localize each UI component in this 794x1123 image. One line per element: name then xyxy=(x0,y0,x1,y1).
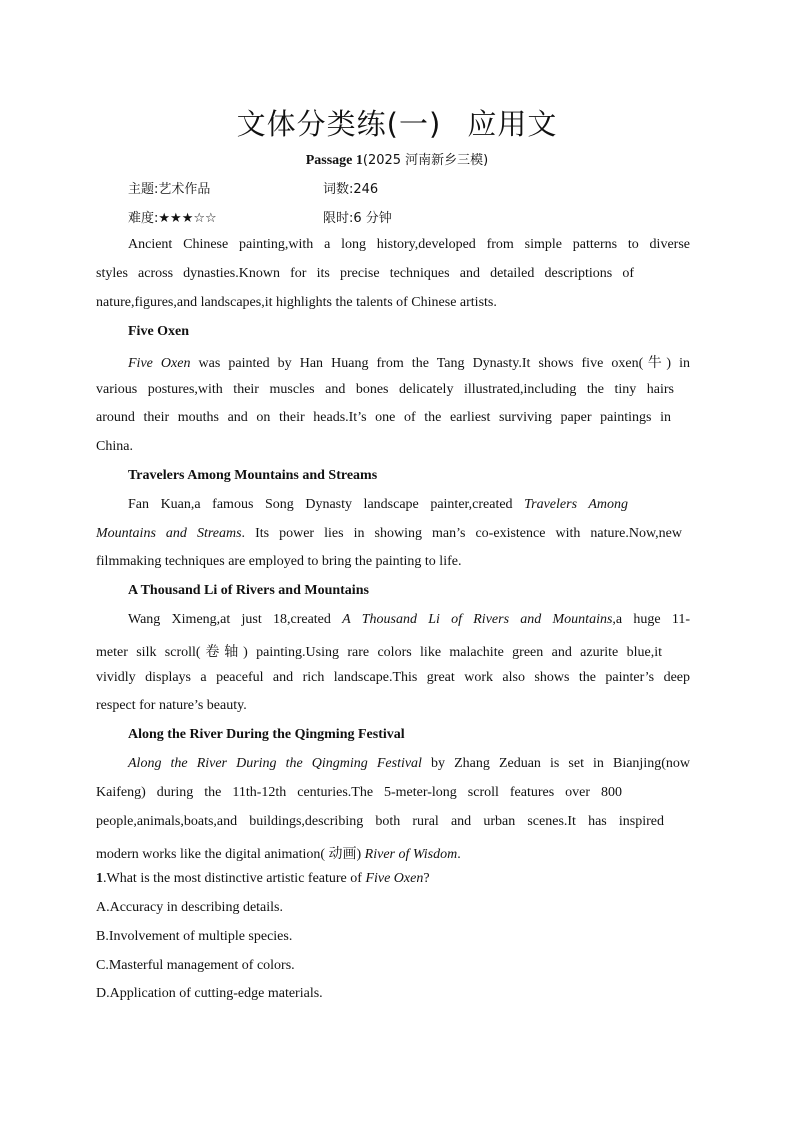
meta-difficulty: 难度:★★★☆☆ xyxy=(128,211,217,226)
passage-number: Passage 1 xyxy=(305,153,363,168)
intro-line: nature,figures,and landscapes,it highlights the talents of Chinese artists. xyxy=(96,295,497,310)
meta-time-limit: 限时:6 分钟 xyxy=(323,211,392,226)
artwork-title: Along the River During the Qingming Festival xyxy=(128,756,422,771)
body-line: Wang Ximeng,at just 18,created A Thousand Li of Rivers and Mountains,a huge 11- xyxy=(128,612,690,627)
intro-line: Ancient Chinese painting,with a long history,developed from simple patterns to diverse xyxy=(128,237,690,252)
meta-theme: 主题:艺术作品 xyxy=(128,182,211,197)
question-number: 1 xyxy=(96,871,103,886)
page-title xyxy=(0,102,794,143)
option-c[interactable]: C.Masterful management of colors. xyxy=(96,958,295,973)
artwork-title: Travelers Among xyxy=(524,497,628,512)
body-line: respect for nature’s beauty. xyxy=(96,698,247,713)
body-line: meter silk scroll(卷轴) painting.Using rare colors like malachite green and azurite blue,it xyxy=(96,645,662,660)
artwork-title: A Thousand Li of Rivers and Mountains xyxy=(342,612,613,627)
body-line: China. xyxy=(96,439,133,454)
body-line: around their mouths and on their heads.It’s one of the earliest surviving paper paintings in xyxy=(96,410,671,425)
intro-line: styles across dynasties.Known for its precise techniques and detailed descriptions of xyxy=(96,266,634,281)
body-line: people,animals,boats,and buildings,describing both rural and urban scenes.It has inspired xyxy=(96,814,664,829)
section-heading: Travelers Among Mountains and Streams xyxy=(128,468,378,483)
question-stem: 1.What is the most distinctive artistic feature of Five Oxen? xyxy=(96,871,430,886)
body-line: Mountains and Streams. Its power lies in showing man’s co-existence with nature.Now,new xyxy=(96,526,682,541)
title-main: 文体分类练(一) xyxy=(236,107,442,141)
meta-word-count: 词数:246 xyxy=(323,182,379,197)
title-sub: 应用文 xyxy=(467,107,558,141)
artwork-title: Five Oxen xyxy=(128,356,191,371)
option-d[interactable]: D.Application of cutting-edge materials. xyxy=(96,986,323,1001)
passage-label xyxy=(0,149,794,169)
section-heading: A Thousand Li of Rivers and Mountains xyxy=(128,583,369,598)
artwork-title: River of Wisdom xyxy=(364,847,458,862)
section-heading: Along the River During the Qingming Festival xyxy=(128,727,405,742)
body-line: Fan Kuan,a famous Song Dynasty landscape painter,created Travelers Among xyxy=(128,497,628,512)
option-a[interactable]: A.Accuracy in describing details. xyxy=(96,900,283,915)
body-line: Five Oxen was painted by Han Huang from the Tang Dynasty.It shows five oxen(牛) in xyxy=(128,356,690,371)
body-line: Kaifeng) during the 11th-12th centuries.The 5-meter-long scroll features over 800 xyxy=(96,785,622,800)
body-line: modern works like the digital animation( 动画) River of Wisdom. xyxy=(96,847,461,862)
body-line: filmmaking techniques are employed to bring the painting to life. xyxy=(96,554,462,569)
body-line: Along the River During the Qingming Festival by Zhang Zeduan is set in Bianjing(now xyxy=(128,756,690,771)
body-line: vividly displays a peaceful and rich landscape.This great work also shows the painter’s deep xyxy=(96,670,690,685)
passage-source: (2025 河南新乡三模) xyxy=(362,153,489,168)
artwork-title: Mountains and Streams xyxy=(96,526,242,541)
section-heading: Five Oxen xyxy=(128,324,190,339)
body-line: various postures,with their muscles and bones delicately illustrated,including the tiny hairs xyxy=(96,382,674,397)
option-b[interactable]: B.Involvement of multiple species. xyxy=(96,929,293,944)
